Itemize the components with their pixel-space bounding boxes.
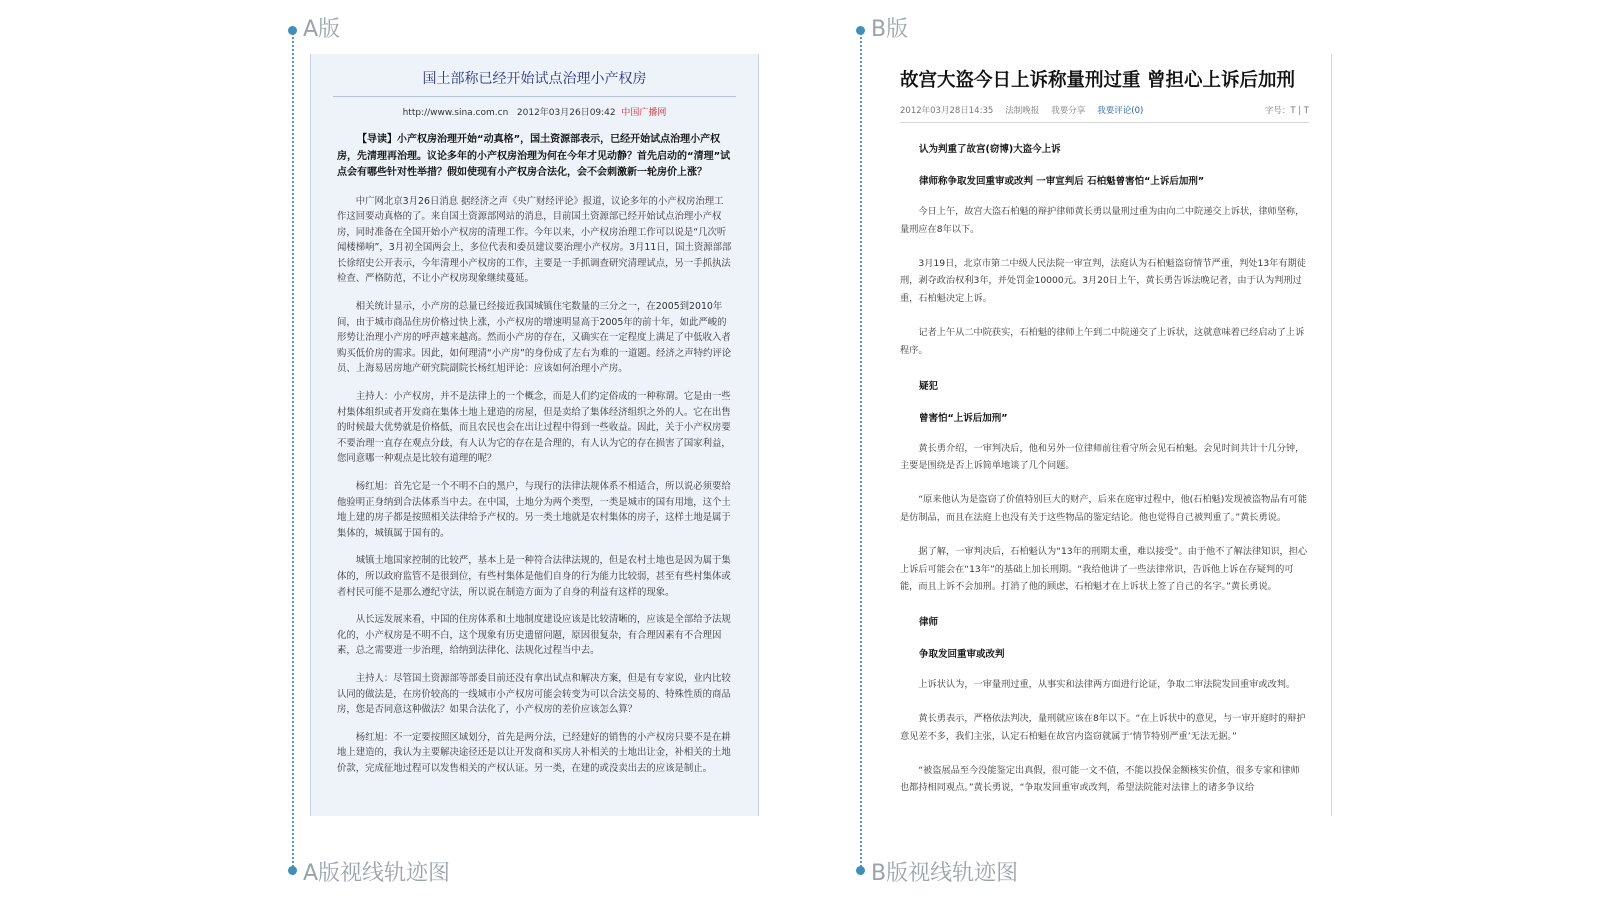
article-b-paragraph: 今日上午，故宫大盗石柏魁的辩护律师黄长勇以量刑过重为由向二中院递交上诉状，律师坚称，量刑应在8年以下。 bbox=[900, 206, 1305, 235]
article-b-source[interactable]: 法制晚报 bbox=[1005, 106, 1040, 116]
b-version-label: B版 bbox=[871, 17, 909, 42]
article-a-lead: 【导读】小产权房治理开始“动真格”，国土资源部表示，已经开始试点治理小产权房，先清理再治理。议论多年的小产权房治理为何在今年才见动静？首先启动的“清理”试点会有哪些针对性举措？假如使现有小产权房合法化，会不会刺激新一轮房价上涨？ bbox=[337, 134, 731, 178]
article-a-meta bbox=[311, 105, 758, 118]
article-a-source[interactable]: 中国广播网 bbox=[621, 108, 667, 118]
article-b-paragraph: 据了解，一审判决后，石柏魁认为“13年的刑期太重，难以接受”。由于他不了解法律知识，担心上诉后可能会在“13年”的基础上加长刑期。“我给他讲了一些法律常识，告诉他上诉在存疑判的可能，而且上诉不会加刑。打消了他的顾虑，石柏魁才在上诉状上签了自己的名字。”黄长勇说。 bbox=[900, 545, 1308, 593]
article-a-title: 国土部称已经开始试点治理小产权房 bbox=[422, 71, 647, 87]
article-b-divider bbox=[900, 122, 1309, 123]
article-a-paragraph: 杨红旭：首先它是一个不明不白的黑户，与现行的法律法规体系不相适合，所以说必须要给他验明正身纳到合法体系当中去。在中国，土地分为两个类型，一类是城市的国有用地，这个土地上建的房子都是按照相关法律给予产权的。另一类土地就是农村集体的房子，这样土地是属于集体的，城镇属于国有的。 bbox=[337, 481, 731, 539]
article-a-paragraph: 城镇土地国家控制的比较严，基本上是一种符合法律法规的，但是农村土地也是因为属于集体的，所以政府监管不是很到位，有些村集体是他们自身的行为能力比较弱，甚至有些村集体或者村民可能不是那么遵纪守法，所以说在制造方面为了自身的利益有这样的现象。 bbox=[337, 555, 731, 598]
article-a-divider bbox=[333, 96, 736, 97]
article-b-share-link[interactable]: 我要分享 bbox=[1051, 106, 1086, 116]
article-b-paragraph: 黄长勇介绍，一审判决后，他和另外一位律师前往看守所会见石柏魁。会见时间共计十几分钟，主要是围绕是否上诉简单地谈了几个问题。 bbox=[900, 442, 1305, 472]
article-a-paragraph: 中广网北京3月26日消息 据经济之声《央广财经评论》报道，议论多年的小产权房治理工作这回要动真格的了。来自国土资源部网站的消息，目前国土资源部已经开始试点治理小产权房，同时准备在全国开始小产权房的清理工作。今年以来，小产权房治理工作可以说是“几次听闻楼梯响”，3月初全国两会上，多位代表和委员建议要治理小产权房。3月11日，国土资源部部长徐绍史公开表示，今年清理小产权房的工作，主要是一手抓调查研究清理试点，另一手抓执法检查、严格防范，不让小产权房现象继续蔓延。 bbox=[337, 195, 732, 285]
article-a-paragraph: 从长远发展来看，中国的住房体系和土地制度建设应该是比较清晰的，应该是全部给予法规化的，小产权房是不明不白，这个现象有历史遗留问题，原因很复杂，有合理因素有不合理因素，总之需要进一步治理，给纳到法律化、法规化过程当中去。 bbox=[337, 614, 731, 657]
article-b-paragraph: “原来他认为是盗窃了价值特别巨大的财产，后来在庭审过程中，他(石柏魁)发现被盗物品有可能是仿制品，而且在法庭上也没有关于这些物品的鉴定结论。他也觉得自己被判重了。”黄长勇说。 bbox=[900, 494, 1308, 523]
article-b-fontsize-toggle[interactable]: 字号：T | T bbox=[1264, 106, 1309, 116]
article-b-paragraph: 3月19日，北京市第二中级人民法院一审宣判，法庭认为石柏魁盗窃情节严重，判处13年有期徒刑，剥夺政治权利3年，并处罚金10000元。3月20日上午，黄长勇告诉法晚记者，由于认为判刑过重，石柏魁决定上诉。 bbox=[900, 257, 1306, 305]
article-b-title: 故宫大盗今日上诉称量刑过重 曾担心上诉后加刑 bbox=[900, 70, 1295, 91]
b-bottom-dot bbox=[856, 866, 865, 875]
article-b-time: 2012年03月28日14:35 bbox=[900, 106, 994, 116]
article-a-paragraph: 主持人：尽管国土资源部等部委目前还没有拿出试点和解决方案，但是有专家说，业内比较认同的做法是，在房价较高的一线城市小产权房可能会转变为可以合法交易的、特殊性质的商品房，您是否同意这种做法？如果合法化了，小产权房的差价应该怎么算？ bbox=[337, 672, 731, 716]
b-trajectory-caption: B版视线轨迹图 bbox=[871, 861, 1019, 886]
article-b-panel bbox=[878, 54, 1332, 816]
article-b-subheading: 律师 bbox=[919, 617, 939, 629]
article-a-panel bbox=[310, 54, 759, 816]
article-b-subheading: 曾害怕“上诉后加刑” bbox=[919, 412, 1008, 424]
article-b-paragraph: “被盗展品至今没能鉴定出真假，很可能一文不值，不能以投保金额核实价值，很多专家和律师也都持相同观点。”黄长勇说，“争取发回重审或改判，希望法院能对法律上的诸多争议给 bbox=[900, 764, 1300, 794]
article-b-subheading: 争取发回重审或改判 bbox=[919, 649, 1005, 661]
article-b-paragraph: 上诉状认为，一审量刑过重，从事实和法律两方面进行论证，争取二审法院发回重审或改判。 bbox=[918, 679, 1296, 691]
b-top-dot bbox=[856, 26, 865, 35]
article-a-paragraph: 杨红旭：不一定要按照区域划分，首先是两分法，已经建好的销售的小产权房只要不是在耕地上建造的，我认为主要解决途径还是以让开发商和买房人补相关的土地出让金，补相关的土地价款，完成征地过程可以发售相关的产权认证。另一类，在建的或没卖出去的应该是制止。 bbox=[337, 731, 731, 774]
article-b-subheading: 疑犯 bbox=[919, 380, 939, 392]
article-a-url[interactable]: http://www.sina.com.cn bbox=[402, 108, 509, 118]
a-version-label: A版 bbox=[303, 17, 341, 42]
article-b-subheading: 律师称争取发回重审或改判 一审宣判后 石柏魁曾害怕“上诉后加刑” bbox=[919, 176, 1205, 187]
article-b-subheading: 认为判重了故宫(窃博)大盗今上诉 bbox=[919, 144, 1061, 155]
article-a-paragraph: 相关统计显示，小产房的总量已经接近我国城镇住宅数量的三分之一，在2005到2010年间，由于城市商品住房价格过快上涨，小产权房的增速明显高于2005年的前十年，如此严峻的形势让治理小产房的呼声越来越高。然而小产房的存在，又确实在一定程度上满足了中低收入者购买低价房的需求。因此，如何理清“小产房”的身份成了左右为难的一道题。经济之声特约评论员、上海易居房地产研究院副院长杨红旭评论：应该如何治理小产房。 bbox=[337, 301, 732, 375]
article-b-meta bbox=[900, 104, 1309, 116]
a-bottom-dot bbox=[288, 866, 297, 875]
article-a-time: 2012年03月26日09:42 bbox=[516, 108, 616, 118]
a-trajectory-caption: A版视线轨迹图 bbox=[303, 861, 451, 886]
a-guide-line bbox=[292, 30, 294, 875]
b-guide-line bbox=[860, 30, 862, 875]
article-b-comment-link[interactable]: 我要评论(0) bbox=[1097, 106, 1144, 116]
a-top-dot bbox=[288, 26, 297, 35]
article-b-paragraph: 黄长勇表示，严格依法判决，量刑就应该在8年以下。“在上诉状中的意见，与一审开庭时的辩护意见差不多，我们主张，认定石柏魁在故宫内盗窃就属于‘情节特别严重’无法无据。” bbox=[900, 712, 1306, 742]
article-b-paragraph: 记者上午从二中院获实，石柏魁的律师上午到二中院递交了上诉状，这就意味着已经启动了上诉程序。 bbox=[900, 326, 1305, 356]
article-a-paragraph: 主持人：小产权房，并不是法律上的一个概念，而是人们约定俗成的一种称谓。它是由一些村集体组织或者开发商在集体土地上建造的房屋，但是卖给了集体经济组织之外的人。它在出售的时候最大优势就是价格低，而且农民也会在出让过程中得到一些收益。因此，关于小产权房要不要治理一直存在观点分歧，有人认为它的存在是合理的，有人认为它的存在损害了国家利益，您同意哪一种观点是比较有道理的呢？ bbox=[337, 391, 731, 465]
